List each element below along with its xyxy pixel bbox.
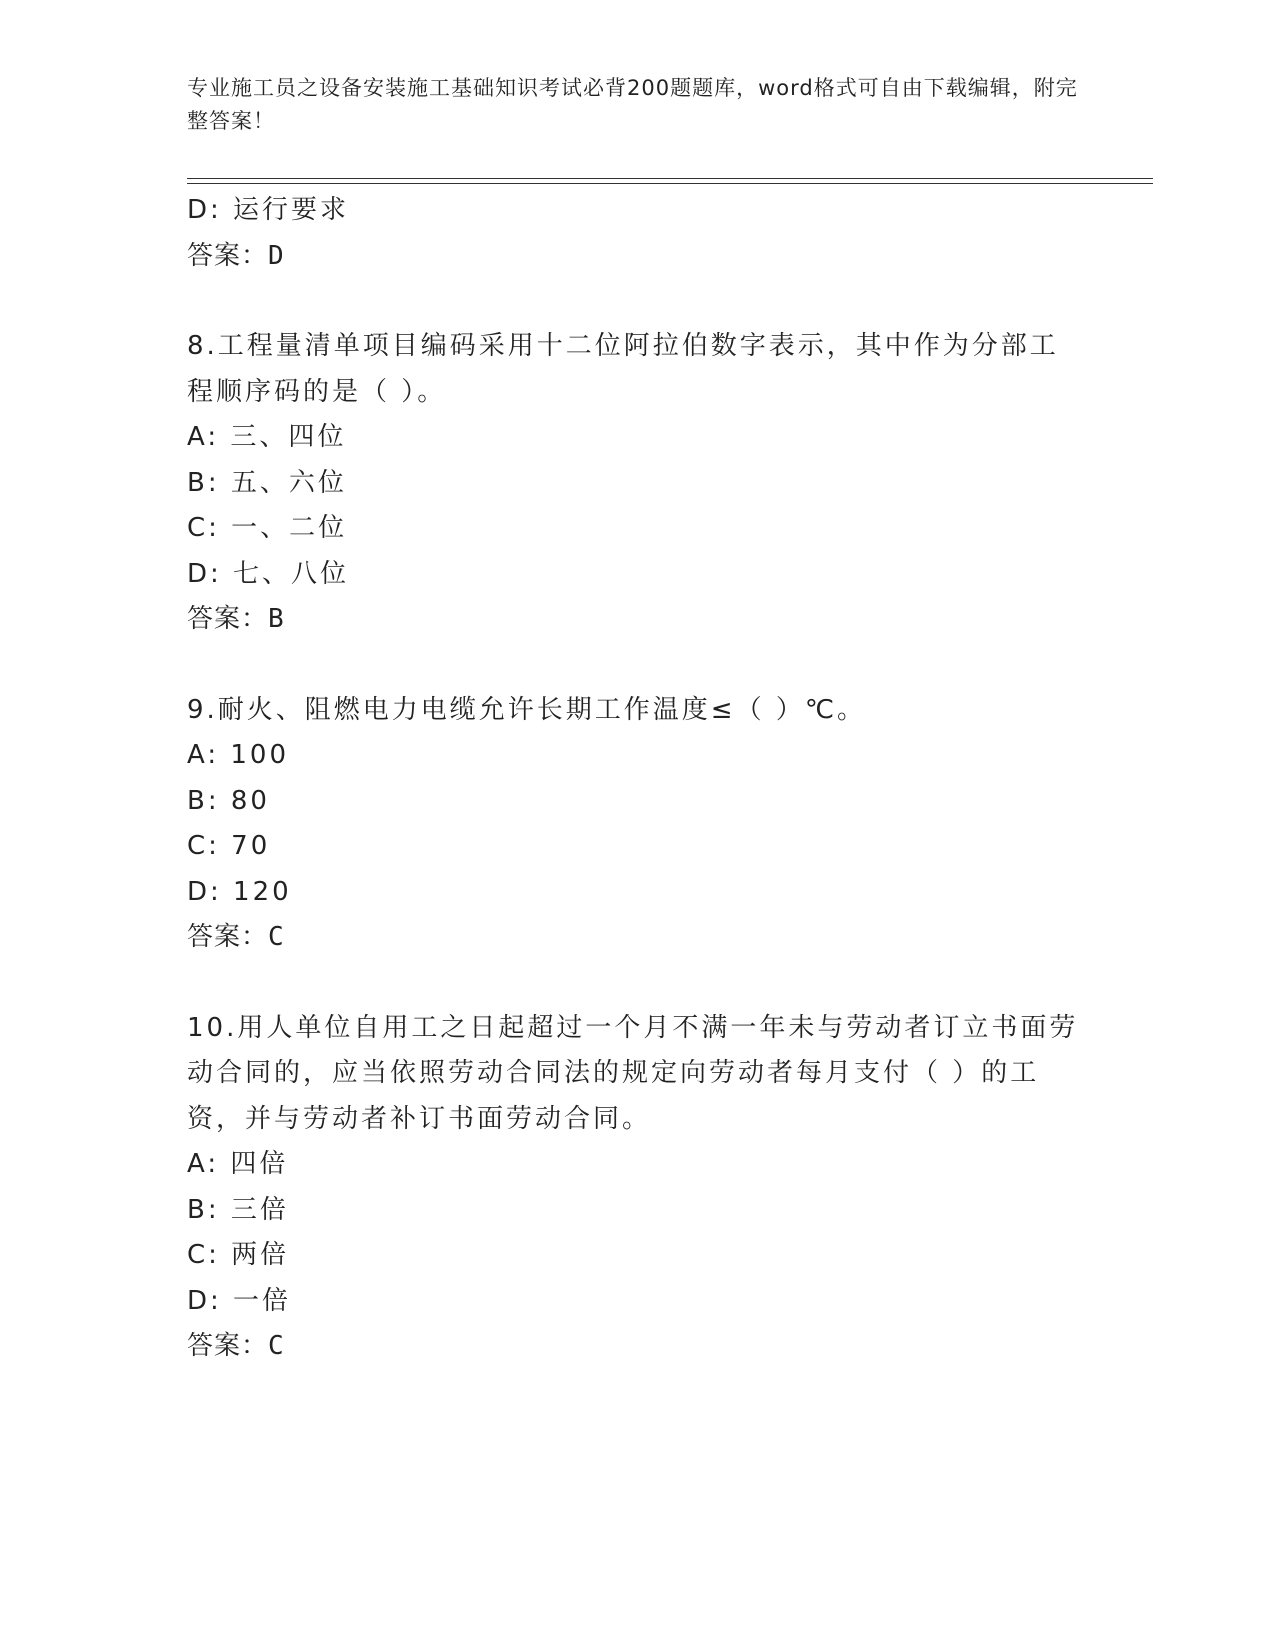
question-text: 10.用人单位自用工之日起超过一个月不满一年未与劳动者订立书面劳动合同的，应当依照劳动合同法的规定向劳动者每月支付（ ）的工资，并与劳动者补订书面劳动合同。 (187, 1012, 1079, 1134)
question-9 (187, 688, 1087, 961)
option-a: A: 三、四位 (187, 422, 347, 452)
question-10 (187, 1006, 1087, 1370)
answer: 答案：C (187, 1331, 285, 1361)
option-b: B: 80 (187, 785, 270, 816)
option-d: D: 一倍 (187, 1285, 292, 1316)
document-header: 专业施工员之设备安装施工基础知识考试必背200题题库，word格式可自由下载编辑，附完整答案！ (187, 76, 1078, 133)
header-divider-top (187, 178, 1153, 179)
option-d: D: 七、八位 (187, 558, 350, 589)
answer: 答案：B (187, 604, 285, 634)
option-d: D: 运行要求 (187, 195, 350, 225)
header-divider-bottom (187, 183, 1153, 184)
option-b: B: 三倍 (187, 1194, 289, 1225)
question-text: 8.工程量清单项目编码采用十二位阿拉伯数字表示，其中作为分部工程顺序码的是（ ）。 (187, 331, 1059, 407)
option-c: C: 两倍 (187, 1240, 290, 1270)
option-a: A: 100 (187, 740, 289, 770)
question-8 (187, 324, 1087, 643)
option-c: C: 一、二位 (187, 513, 348, 543)
option-b: B: 五、六位 (187, 467, 347, 498)
document-body (187, 188, 1087, 1370)
answer: 答案：D (187, 240, 285, 271)
option-c: C: 70 (187, 831, 271, 861)
option-a: A: 四倍 (187, 1149, 289, 1179)
option-d: D: 120 (187, 876, 292, 907)
question-text: 9.耐火、阻燃电力电缆允许长期工作温度≤（ ）℃。 (187, 694, 867, 725)
answer: 答案：C (187, 922, 285, 952)
